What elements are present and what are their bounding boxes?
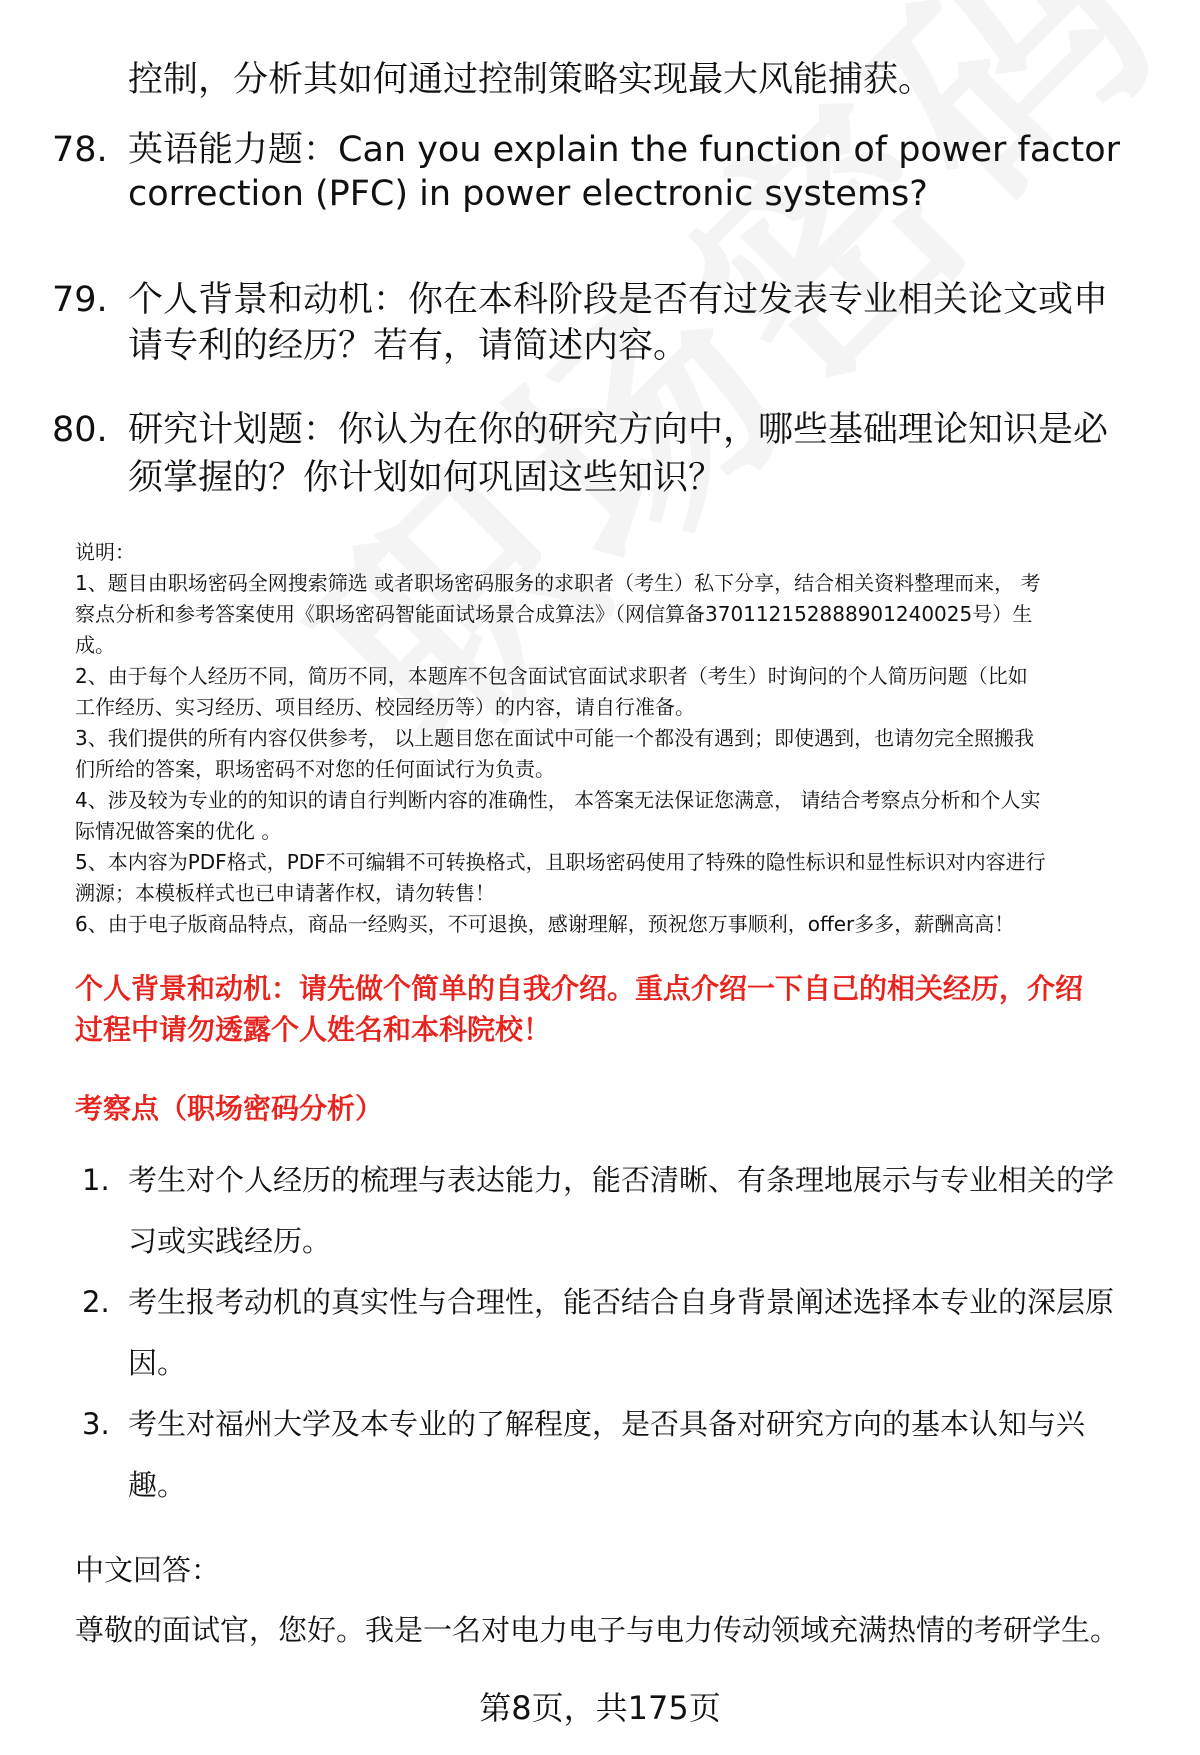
disclaimer-notes xyxy=(75,537,1175,940)
question-text-line: 个人背景和动机：你在本科阶段是否有过发表专业相关论文或申 xyxy=(128,280,1109,320)
notes-line: 成。 xyxy=(75,633,115,657)
list-item xyxy=(82,1272,1182,1394)
question-number: 79. xyxy=(52,280,108,320)
notes-title: 说明： xyxy=(75,540,135,564)
point-number: 1. xyxy=(82,1163,110,1197)
point-text-line: 考生报考动机的真实性与合理性，能否结合自身背景阐述选择本专业的深层原 xyxy=(128,1285,1115,1319)
highlight-question-line: 个人背景和动机：请先做个简单的自我介绍。重点介绍一下自己的相关经历，介绍 xyxy=(75,972,1084,1005)
analysis-title: 考察点（职场密码分析） xyxy=(75,1092,384,1125)
list-item xyxy=(82,1150,1182,1272)
notes-line: 察点分析和参考答案使用《职场密码智能面试场景合成算法》（网信算备370112152888901240025号）生 xyxy=(75,602,1033,626)
intro-line: 控制，分析其如何通过控制策略实现最大风能捕获。 xyxy=(128,60,934,100)
question-text-line: 英语能力题：Can you explain the function of power factor xyxy=(128,130,1121,170)
notes-line: 3、我们提供的所有内容仅供参考， 以上题目您在面试中可能一个都没有遇到；即使遇到，也请勿完全照搬我 xyxy=(75,726,1035,750)
question-text-line: 须掌握的？你计划如何巩固这些知识？ xyxy=(128,458,724,498)
notes-line: 际情况做答案的优化 。 xyxy=(75,819,282,843)
list-item xyxy=(82,1394,1182,1516)
highlight-question-line: 过程中请勿透露个人姓名和本科院校！ xyxy=(75,1013,552,1046)
point-text-line: 趣。 xyxy=(128,1468,187,1502)
point-text-line: 因。 xyxy=(128,1346,187,1380)
point-number: 3. xyxy=(82,1407,110,1441)
notes-line: 5、本内容为PDF格式，PDF不可编辑不可转换格式，且职场密码使用了特殊的隐性标识和显性标识对内容进行 xyxy=(75,850,1046,874)
question-text-line: 研究计划题：你认为在你的研究方向中，哪些基础理论知识是必 xyxy=(128,410,1109,450)
analysis-points xyxy=(82,1150,1182,1516)
notes-line: 2、由于每个人经历不同，简历不同，本题库不包含面试官面试求职者（考生）时询问的个人简历问题（比如 xyxy=(75,664,1028,688)
answer-text: 尊敬的面试官，您好。我是一名对电力电子与电力传动领域充满热情的考研学生。 xyxy=(75,1613,1120,1647)
highlight-question xyxy=(75,968,1165,1050)
page-number: 第8页，共175页 xyxy=(479,1689,721,1727)
question-text-line: correction (PFC) in power electronic systems? xyxy=(128,174,928,214)
point-text-line: 考生对福州大学及本专业的了解程度，是否具备对研究方向的基本认知与兴 xyxy=(128,1407,1086,1441)
notes-line: 们所给的答案，职场密码不对您的任何面试行为负责。 xyxy=(75,757,555,781)
question-number: 78. xyxy=(52,130,108,170)
point-text-line: 习或实践经历。 xyxy=(128,1224,332,1258)
notes-line: 4、涉及较为专业的的知识的请自行判断内容的准确性， 本答案无法保证您满意， 请结合考察点分析和个人实 xyxy=(75,788,1041,812)
question-text-line: 请专利的经历？若有，请简述内容。 xyxy=(128,326,689,366)
notes-line: 溯源；本模板样式也已申请著作权，请勿转售！ xyxy=(75,881,495,905)
answer-label: 中文回答： xyxy=(75,1553,221,1587)
notes-line: 6、由于电子版商品特点，商品一经购买，不可退换，感谢理解，预祝您万事顺利，offer多多，薪酬高高！ xyxy=(75,912,1015,936)
point-text-line: 考生对个人经历的梳理与表达能力，能否清晰、有条理地展示与专业相关的学 xyxy=(128,1163,1115,1197)
notes-line: 工作经历、实习经历、项目经历、校园经历等）的内容，请自行准备。 xyxy=(75,695,695,719)
question-number: 80. xyxy=(52,410,108,450)
notes-line: 1、题目由职场密码全网搜索筛选 或者职场密码服务的求职者（考生）私下分享，结合相关资料整理而来， 考 xyxy=(75,571,1041,595)
point-number: 2. xyxy=(82,1285,110,1319)
